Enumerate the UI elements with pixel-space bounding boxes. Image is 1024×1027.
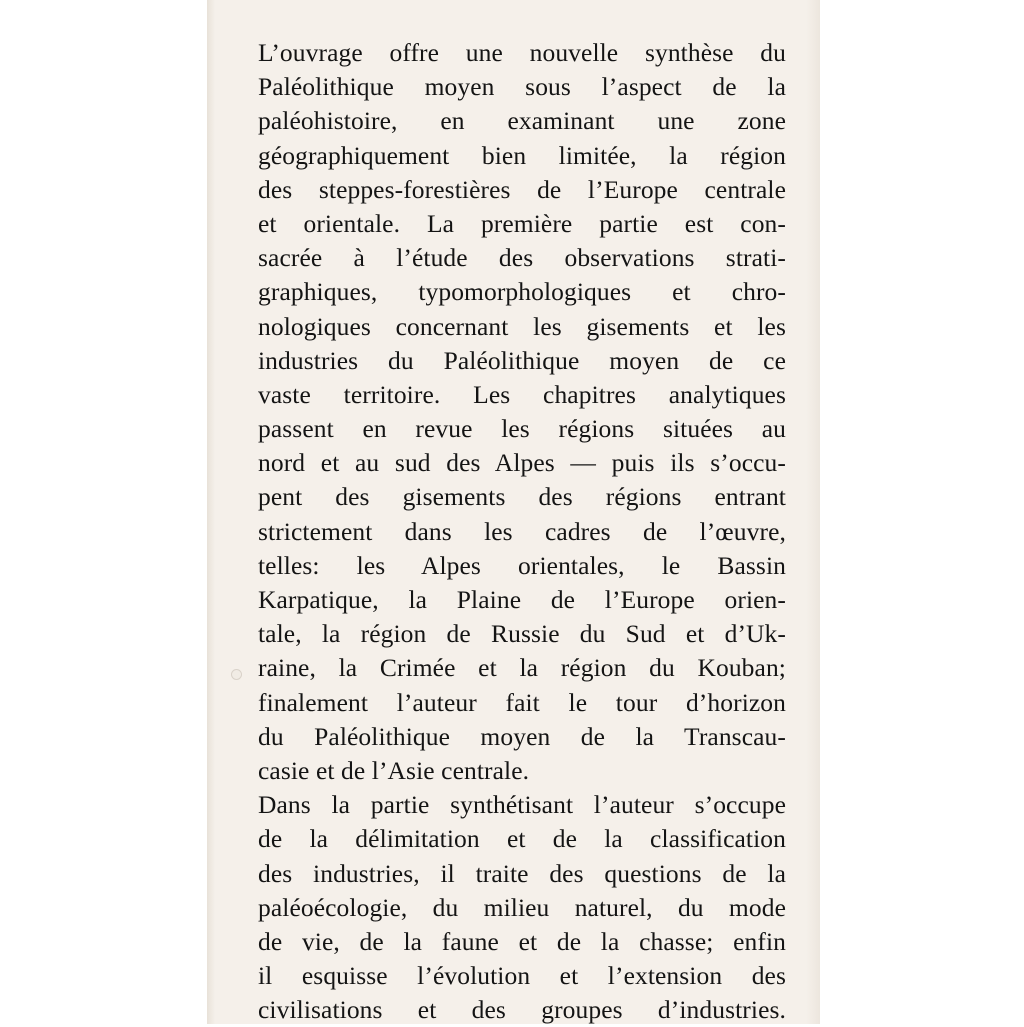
text-line: nord et au sud des Alpes — puis ils s’occu- — [258, 448, 786, 478]
text-line: des industries, il traite des questions de la — [258, 858, 786, 888]
text-line: strictement dans les cadres de l’œuvre, — [258, 516, 786, 546]
text-line: de la délimitation et de la classification — [258, 824, 786, 854]
text-line: tale, la région de Russie du Sud et d’Uk- — [258, 619, 786, 649]
page-punch-mark — [231, 669, 242, 680]
text-line: passent en revue les régions situées au — [258, 414, 786, 444]
text-line: paléoécologie, du milieu naturel, du mode — [258, 892, 786, 922]
text-line: Dans la partie synthétisant l’auteur s’occupe — [258, 790, 786, 820]
text-line: finalement l’auteur fait le tour d’horizon — [258, 687, 786, 717]
text-line: géographiquement bien limitée, la région — [258, 140, 786, 170]
text-line: civilisations et des groupes d’industries. — [258, 995, 786, 1025]
text-line: des steppes-forestières de l’Europe centrale — [258, 174, 786, 204]
paragraph-1 — [258, 36, 786, 788]
text-line: pent des gisements des régions entrant — [258, 482, 786, 512]
text-line: Karpatique, la Plaine de l’Europe orien- — [258, 585, 786, 614]
text-line: de vie, de la faune et de la chasse; enfin — [258, 926, 786, 956]
text-line: il esquisse l’évolution et l’extension des — [258, 961, 786, 991]
text-line: et orientale. La première partie est con- — [258, 208, 786, 238]
paragraph-2 — [258, 788, 786, 1027]
text-line: casie et de l’Asie centrale. — [258, 755, 530, 785]
text-line: nologiques concernant les gisements et les — [258, 311, 786, 341]
text-line: vaste territoire. Les chapitres analytiques — [258, 379, 786, 409]
text-line: Paléolithique moyen sous l’aspect de la — [258, 72, 786, 102]
text-line: industries du Paléolithique moyen de ce — [258, 345, 786, 375]
page-right-edge — [806, 0, 820, 1024]
text-line: telles: les Alpes orientales, le Bassin — [258, 550, 786, 580]
text-line: du Paléolithique moyen de la Transcau- — [258, 721, 786, 751]
book-page — [207, 0, 820, 1024]
text-line: raine, la Crimée et la région du Kouban; — [258, 653, 786, 683]
text-line: L’ouvrage offre une nouvelle synthèse du — [258, 38, 786, 67]
body-text — [258, 36, 786, 1027]
text-line: paléohistoire, en examinant une zone — [258, 106, 786, 136]
page-left-shadow — [207, 0, 215, 1024]
text-line: graphiques, typomorphologiques et chro- — [258, 277, 786, 307]
text-line: sacrée à l’étude des observations strati- — [258, 243, 786, 273]
